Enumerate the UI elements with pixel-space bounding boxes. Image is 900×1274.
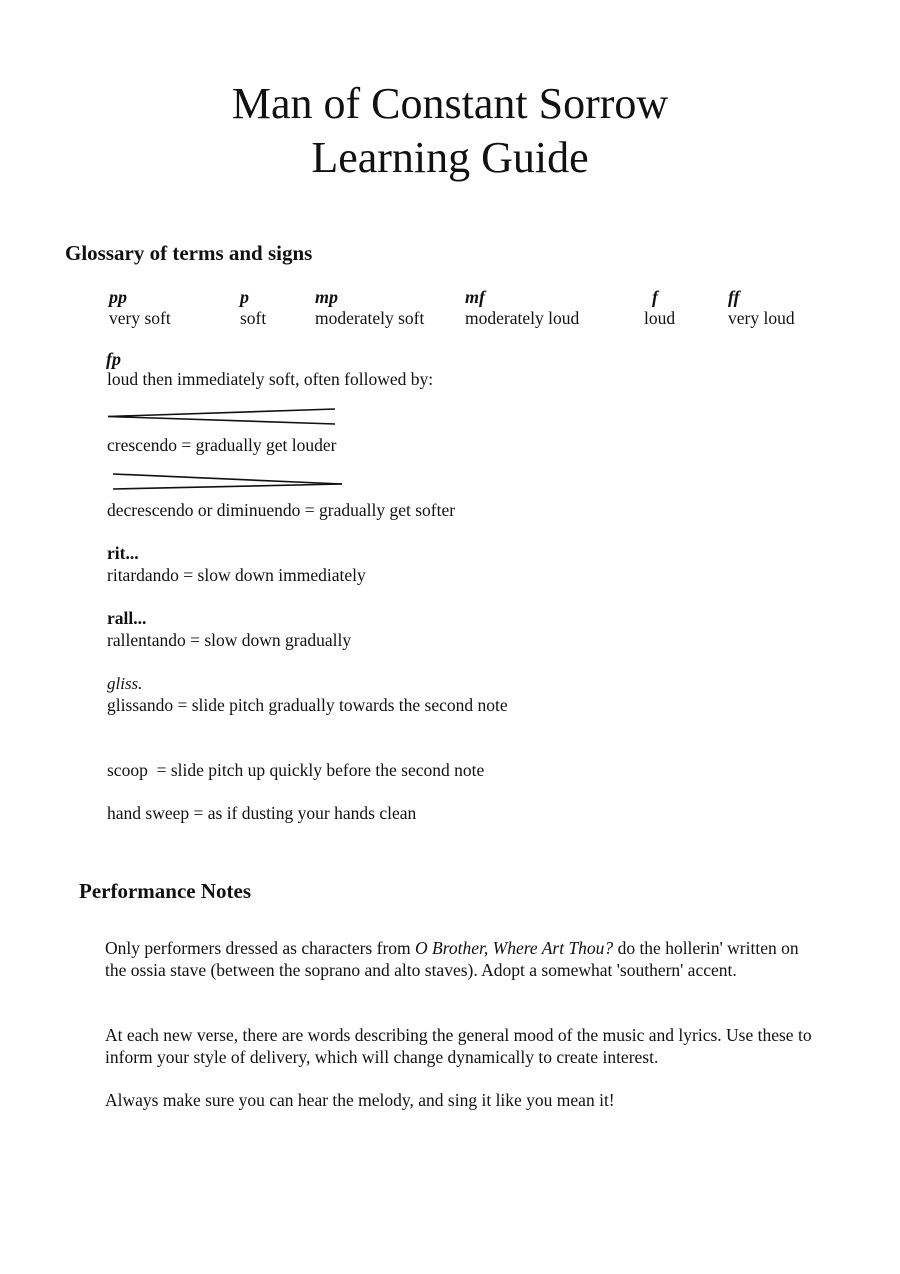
para1-text-end: do the hollerin' written on the ossia stave (between the soprano and alto staves). Adopt a somewhat 'southern' accent. bbox=[105, 938, 799, 980]
film-title: O Brother, Where Art Thou? bbox=[415, 938, 614, 958]
decrescendo-meaning: decrescendo or diminuendo = gradually get softer bbox=[107, 500, 456, 520]
decrescendo-hairpin-icon bbox=[110, 470, 345, 492]
dynamic-meaning-mf: moderately loud bbox=[465, 308, 580, 328]
para1-text-start: Only performers dressed as characters from bbox=[105, 938, 416, 958]
glossary-heading: Glossary of terms and signs bbox=[65, 241, 313, 265]
dynamic-meaning-ff: very loud bbox=[728, 308, 795, 328]
dynamic-mark-pp: pp bbox=[109, 287, 127, 307]
dynamic-meaning-pp: very soft bbox=[109, 308, 171, 328]
dynamic-mark-mf: mf bbox=[465, 287, 485, 307]
rall-term: rall... bbox=[107, 608, 147, 628]
document-title bbox=[0, 77, 900, 185]
dynamic-mark-ff: ff bbox=[728, 287, 740, 307]
gliss-term: gliss. bbox=[107, 674, 143, 693]
rit-term: rit... bbox=[107, 543, 139, 563]
dynamic-meaning-mp: moderately soft bbox=[315, 308, 425, 328]
dynamic-mark-mp: mp bbox=[315, 287, 339, 307]
performance-notes-heading: Performance Notes bbox=[79, 879, 251, 903]
performance-paragraph-3: Always make sure you can hear the melody, and sing it like you mean it! bbox=[105, 1090, 615, 1110]
dynamic-meaning-p: soft bbox=[240, 308, 267, 328]
dynamic-mark-fp: fp bbox=[106, 349, 121, 369]
dynamic-meaning-f: loud bbox=[644, 308, 676, 328]
gliss-meaning: glissando = slide pitch gradually towards the second note bbox=[107, 695, 508, 715]
rall-meaning: rallentando = slow down gradually bbox=[107, 630, 352, 650]
title-line-2: Learning Guide bbox=[311, 133, 589, 182]
rit-meaning: ritardando = slow down immediately bbox=[107, 565, 366, 585]
scoop-meaning: scoop = slide pitch up quickly before the second note bbox=[107, 760, 485, 780]
performance-paragraph-1 bbox=[105, 937, 805, 981]
fp-meaning: loud then immediately soft, often followed by: bbox=[107, 369, 434, 389]
dynamic-mark-f: f bbox=[652, 287, 658, 307]
performance-paragraph-2: At each new verse, there are words describing the general mood of the music and lyrics. Use these to inform your style of delivery, which will change dynamically to create interest. bbox=[105, 1025, 812, 1067]
crescendo-meaning: crescendo = gradually get louder bbox=[107, 435, 337, 455]
hand-sweep-meaning: hand sweep = as if dusting your hands clean bbox=[107, 803, 417, 823]
crescendo-hairpin-icon bbox=[105, 405, 340, 427]
dynamic-mark-p: p bbox=[240, 287, 249, 307]
title-line-1: Man of Constant Sorrow bbox=[231, 79, 669, 128]
